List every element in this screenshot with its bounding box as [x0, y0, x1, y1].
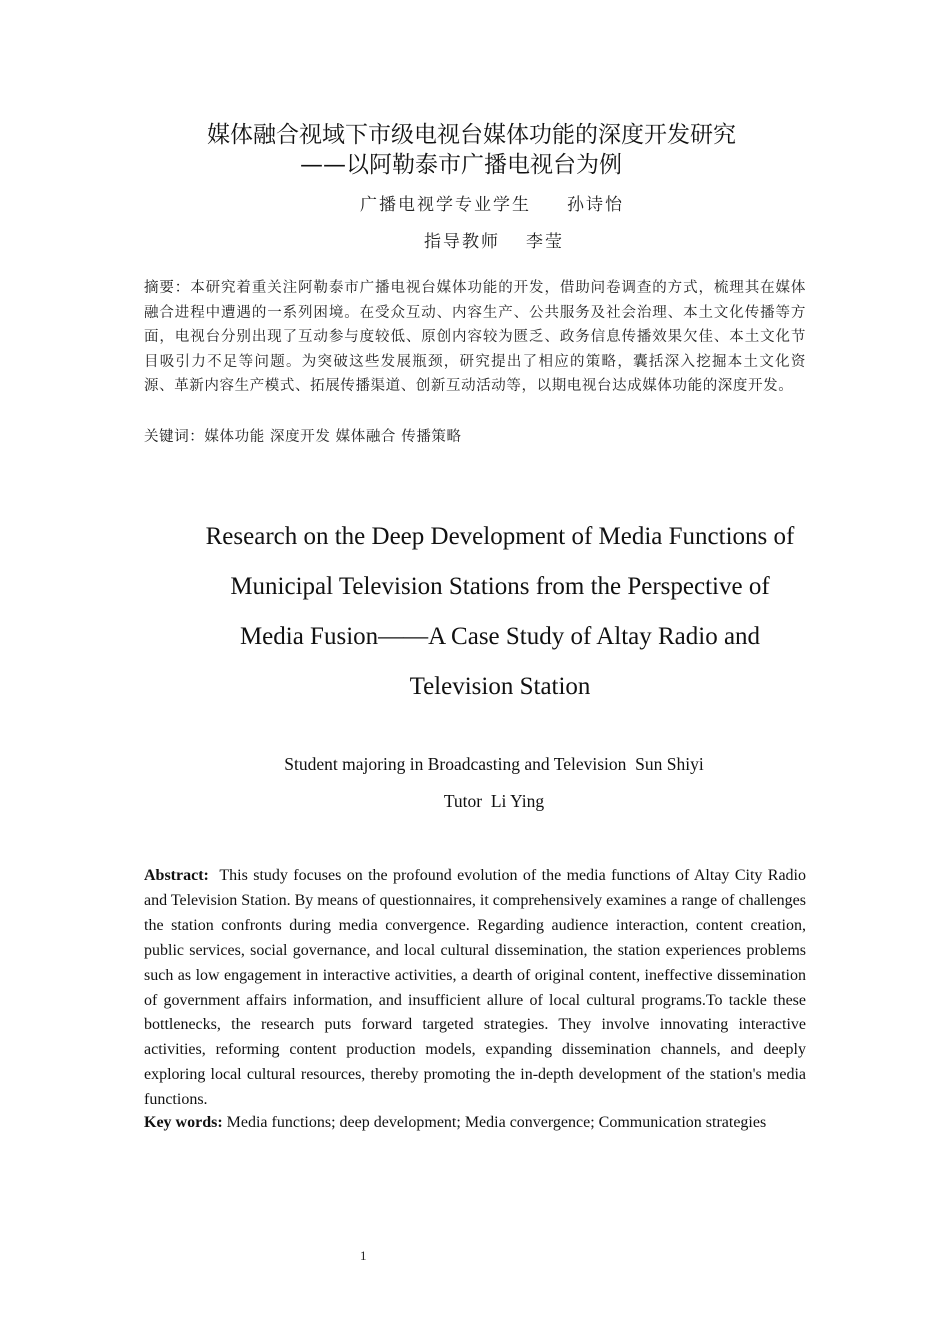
english-tutor-line: Tutor Li Ying	[443, 791, 545, 811]
chinese-title-line-1: 媒体融合视域下市级电视台媒体功能的深度开发研究	[207, 122, 736, 148]
english-keywords-text: Media functions; deep development; Media convergence; Communication strategies	[226, 1114, 767, 1131]
chinese-title-line-2: ——以阿勒泰市广播电视台为例	[300, 152, 622, 178]
chinese-tutor-role: 指导教师	[424, 232, 500, 252]
chinese-tutor-name: 李莹	[526, 232, 564, 252]
chinese-keywords-text: 媒体功能 深度开发 媒体融合 传播策略	[204, 429, 462, 445]
english-keywords	[144, 1114, 766, 1132]
english-student-line: Student majoring in Broadcasting and Television Sun Shiyi	[284, 754, 704, 774]
english-title-line: Media Fusion——A Case Study of Altay Radio and	[239, 623, 761, 650]
english-title-line: Municipal Television Stations from the Perspective of	[230, 573, 770, 600]
chinese-student-name: 孙诗怡	[567, 195, 624, 215]
english-title-line: Television Station	[409, 673, 591, 700]
chinese-abstract-text: 本研究着重关注阿勒泰市广播电视台媒体功能的开发，借助问卷调查的方式，梳理其在媒体融合进程中遭遇的一系列困境。在受众互动、内容生产、公共服务及社会治理、本土文化传播等方面，电视台分别出现了互动参与度较低、原创内容较为匮乏、政务信息传播效果欠佳、本土文化节目吸引力不足等问题。为突破这些发展瓶颈，研究提出了相应的策略，囊括深入挖掘本土文化资源、革新内容生产模式、拓展传播渠道、创新互动活动等，以期电视台达成媒体功能的深度开发。	[144, 280, 806, 395]
chinese-abstract	[144, 276, 806, 399]
english-abstract-label: Abstract:	[144, 867, 209, 884]
chinese-keywords	[144, 425, 462, 446]
chinese-abstract-label: 摘要：	[144, 280, 191, 296]
english-title	[0, 512, 950, 712]
english-keywords-label: Key words:	[144, 1114, 223, 1131]
chinese-keywords-label: 关键词：	[144, 429, 205, 445]
chinese-student-line	[360, 190, 624, 215]
english-abstract	[144, 864, 806, 1113]
english-title-line: Research on the Deep Development of Media Functions of	[205, 523, 795, 550]
english-abstract-text: This study focuses on the profound evolution of the media functions of Altay City Radio and Television Station. By means of questionnaires, it comprehensively examines a range of challenges the station confronts during media convergence. Regarding audience interaction, content creation, public services, social governance, and local cultural dissemination, the station experiences problems such as low engagement in interactive activities, a dearth of original content, ineffective dissemination of government affairs information, and insufficient allure of local cultural programs.To tackle these bottlenecks, the research puts forward targeted strategies. They involve innovating interactive activities, reforming content production models, expanding dissemination channels, and deeply exploring local cultural resources, thereby promoting the in-depth development of the station's media functions.	[144, 867, 806, 1109]
page-number: 1	[360, 1248, 367, 1263]
chinese-tutor-line	[424, 227, 564, 252]
chinese-student-role: 广播电视学专业学生	[360, 195, 531, 215]
